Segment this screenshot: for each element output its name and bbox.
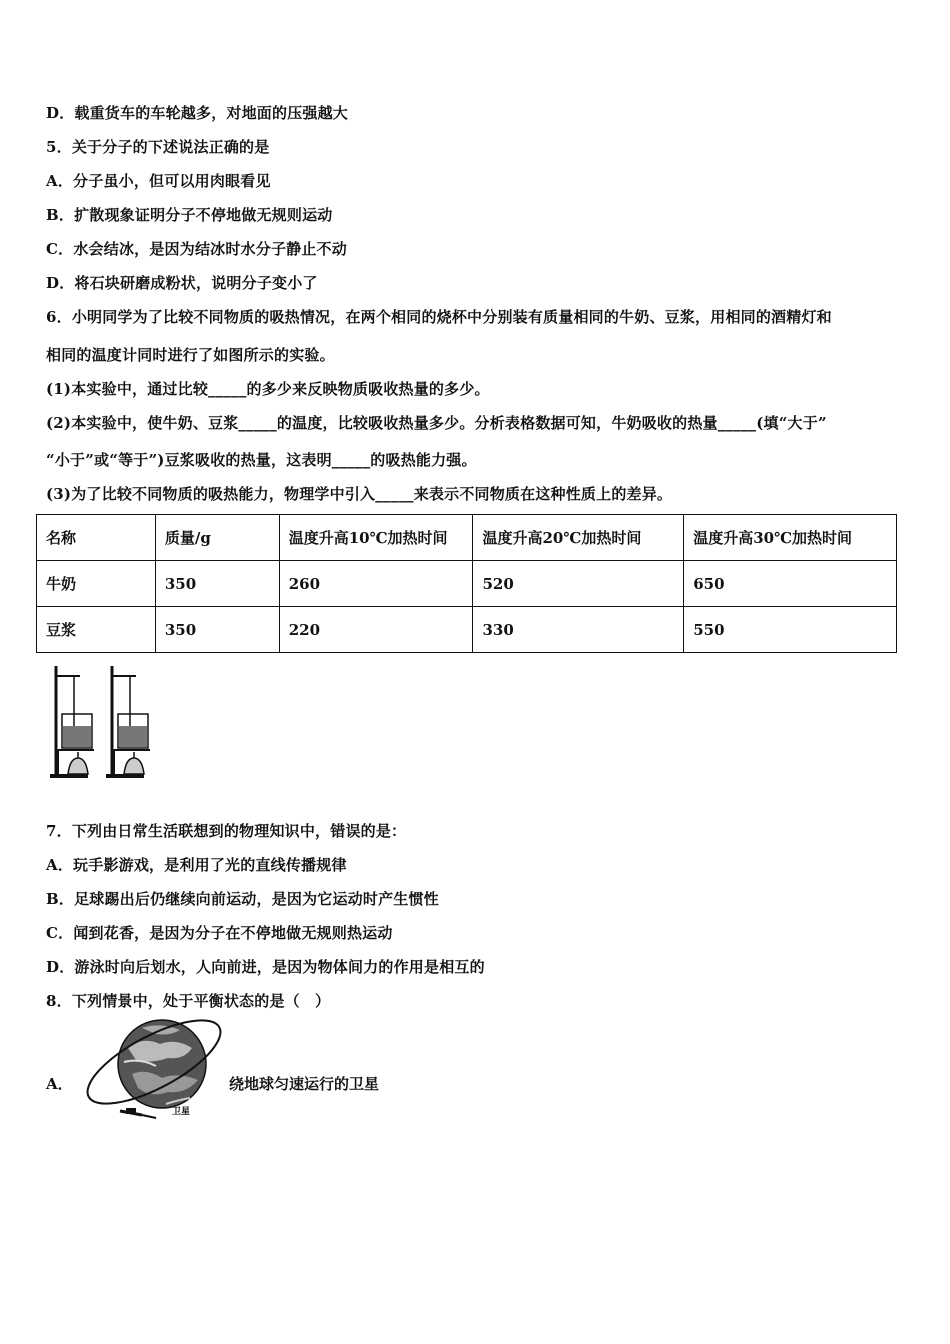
satellite-earth-figure [80, 1018, 226, 1130]
q8-option-a-caption: 绕地球匀速运行的卫星 [229, 1075, 380, 1093]
q7-stem: 7．下列由日常生活联想到的物理知识中，错误的是： [46, 822, 407, 840]
q6-stem-line2: 相同的温度计同时进行了如图所示的实验。 [46, 346, 335, 364]
earth-icon [118, 1020, 206, 1108]
table-cell: 350 [155, 607, 279, 653]
table-row [37, 607, 897, 653]
q5-option-d: D．将石块研磨成粉状，说明分子变小了 [46, 274, 318, 292]
q7-option-b: B．足球踢出后仍继续向前运动，是因为它运动时产生惯性 [46, 890, 439, 908]
header-cell: 温度升高20℃加热时间 [473, 515, 684, 561]
apparatus-right [106, 666, 150, 776]
q6-part1: (1)本实验中，通过比较_____的多少来反映物质吸收热量的多少。 [46, 380, 490, 398]
q8-stem: 8．下列情景中，处于平衡状态的是（ ） [46, 992, 331, 1010]
table-cell: 350 [155, 561, 279, 607]
q7-option-a: A．玩手影游戏，是利用了光的直线传播规律 [46, 856, 347, 874]
table-cell: 豆浆 [37, 607, 156, 653]
table-cell: 220 [279, 607, 473, 653]
q6-part2-line2: “小于”或“等于”)豆浆吸收的热量，这表明_____的吸热能力强。 [46, 451, 477, 469]
header-cell: 温度升高10℃加热时间 [279, 515, 473, 561]
data-table [36, 514, 897, 653]
q4-option-d: D．载重货车的车轮越多，对地面的压强越大 [46, 104, 349, 122]
q6-part2-line1: (2)本实验中，使牛奶、豆浆_____的温度，比较吸收热量多少。分析表格数据可知，牛奶吸收的热量_____(填“大于” [46, 414, 827, 432]
header-cell: 质量/g [155, 515, 279, 561]
experiment-apparatus-figure [44, 662, 160, 780]
table-header-row [37, 515, 897, 561]
q6-part3: (3)为了比较不同物质的吸热能力，物理学中引入_____来表示不同物质在这种性质上的差异。 [46, 485, 673, 503]
table-cell: 260 [279, 561, 473, 607]
q7-option-d: D．游泳时向后划水，人向前进，是因为物体间力的作用是相互的 [46, 958, 485, 976]
q5-option-b: B．扩散现象证明分子不停地做无规则运动 [46, 206, 333, 224]
q8-option-a-letter: A． [46, 1075, 73, 1093]
header-cell: 温度升高30℃加热时间 [684, 515, 897, 561]
q7-option-c: C．闻到花香，是因为分子在不停地做无规则热运动 [46, 924, 393, 942]
table-cell: 520 [473, 561, 684, 607]
table-row [37, 561, 897, 607]
satellite-figure-label: 卫星 [172, 1107, 191, 1117]
q5-stem: 5．关于分子的下述说法正确的是 [46, 138, 270, 156]
apparatus-left [50, 666, 94, 776]
table-cell: 330 [473, 607, 684, 653]
table-cell: 550 [684, 607, 897, 653]
table-cell: 650 [684, 561, 897, 607]
q5-option-c: C．水会结冰，是因为结冰时水分子静止不动 [46, 240, 347, 258]
q5-option-a: A．分子虽小，但可以用肉眼看见 [46, 172, 271, 190]
q6-stem-line1: 6．小明同学为了比较不同物质的吸热情况，在两个相同的烧杯中分别装有质量相同的牛奶、豆浆，用相同的酒精灯和 [46, 308, 832, 326]
satellite-icon [120, 1108, 156, 1118]
header-cell: 名称 [37, 515, 156, 561]
table-cell: 牛奶 [37, 561, 156, 607]
